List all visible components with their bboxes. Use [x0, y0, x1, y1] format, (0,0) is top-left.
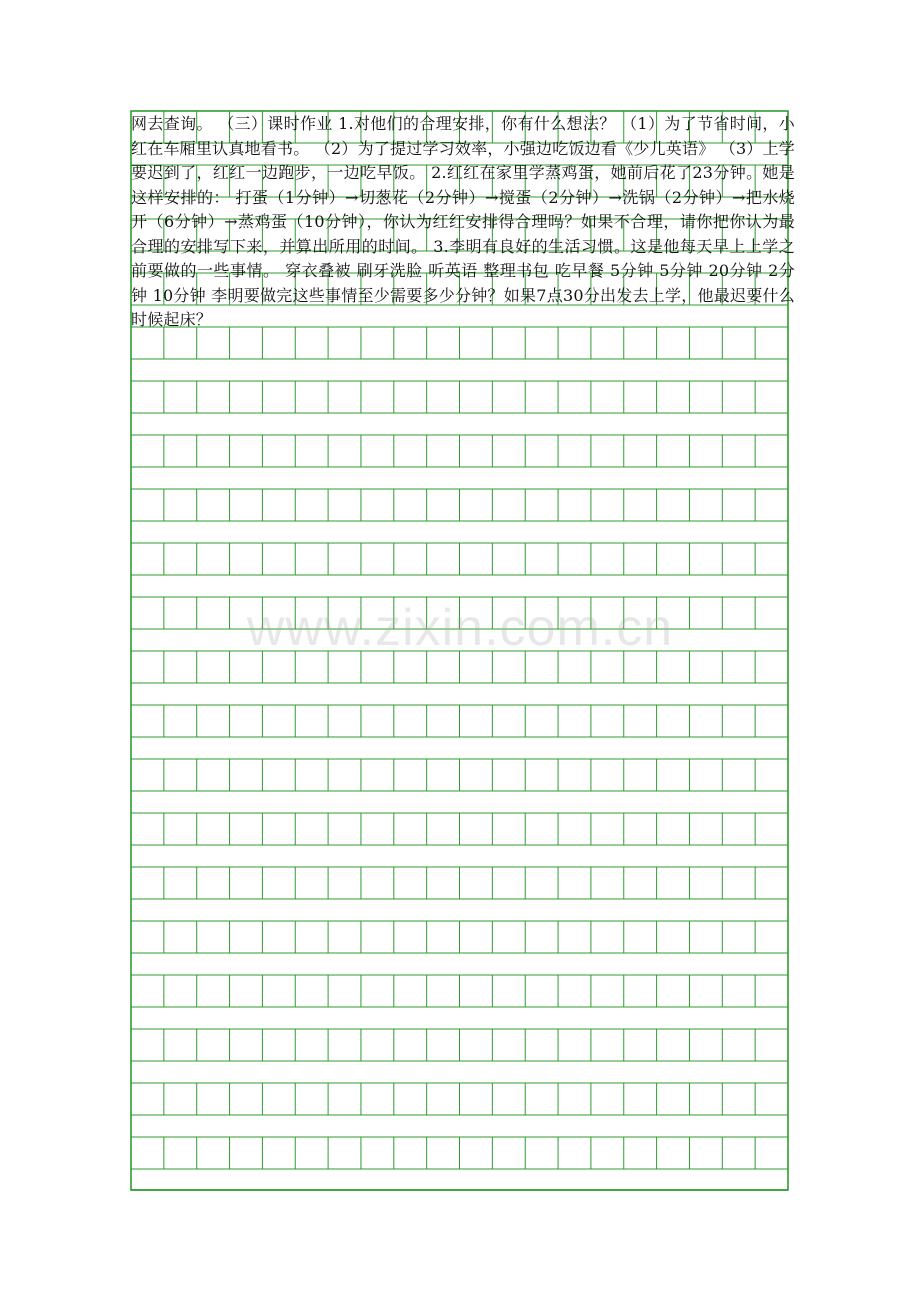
watermark: www.zixin.com.cn [246, 599, 674, 657]
exercise-text: 网去查询。 （三）课时作业 1.对他们的合理安排，你有什么想法？ （1）为了节省时间，小红在车厢里认真地看书。 （2）为了提过学习效率，小强边吃饭边看《少儿英语》 （3）上学要迟到了，红红一边跑步，一边吃早饭。 2.红红在家里学蒸鸡蛋，她前后花了23分钟。她是这样安排的： 打蛋（1分钟）→切葱花（2分钟）→搅蛋（2分钟）→洗锅（2分钟）→把水烧开（6分钟）→蒸鸡蛋（10分钟），你认为红红安排得合理吗？如果不合理，请你把你认为最合理的安排写下来，并算出所用的时间。 3.李明有良好的生活习惯。这是他每天早上上学之前要做的一些事情。 穿衣叠被 刷牙洗脸 听英语 整理书包 吃早餐 5分钟 5分钟 20分钟 2分钟 10分钟 李明要做完这些事情至少需要多少分钟？如果7点30分出发去上学，他最迟要什么时候起床？ [131, 114, 795, 329]
